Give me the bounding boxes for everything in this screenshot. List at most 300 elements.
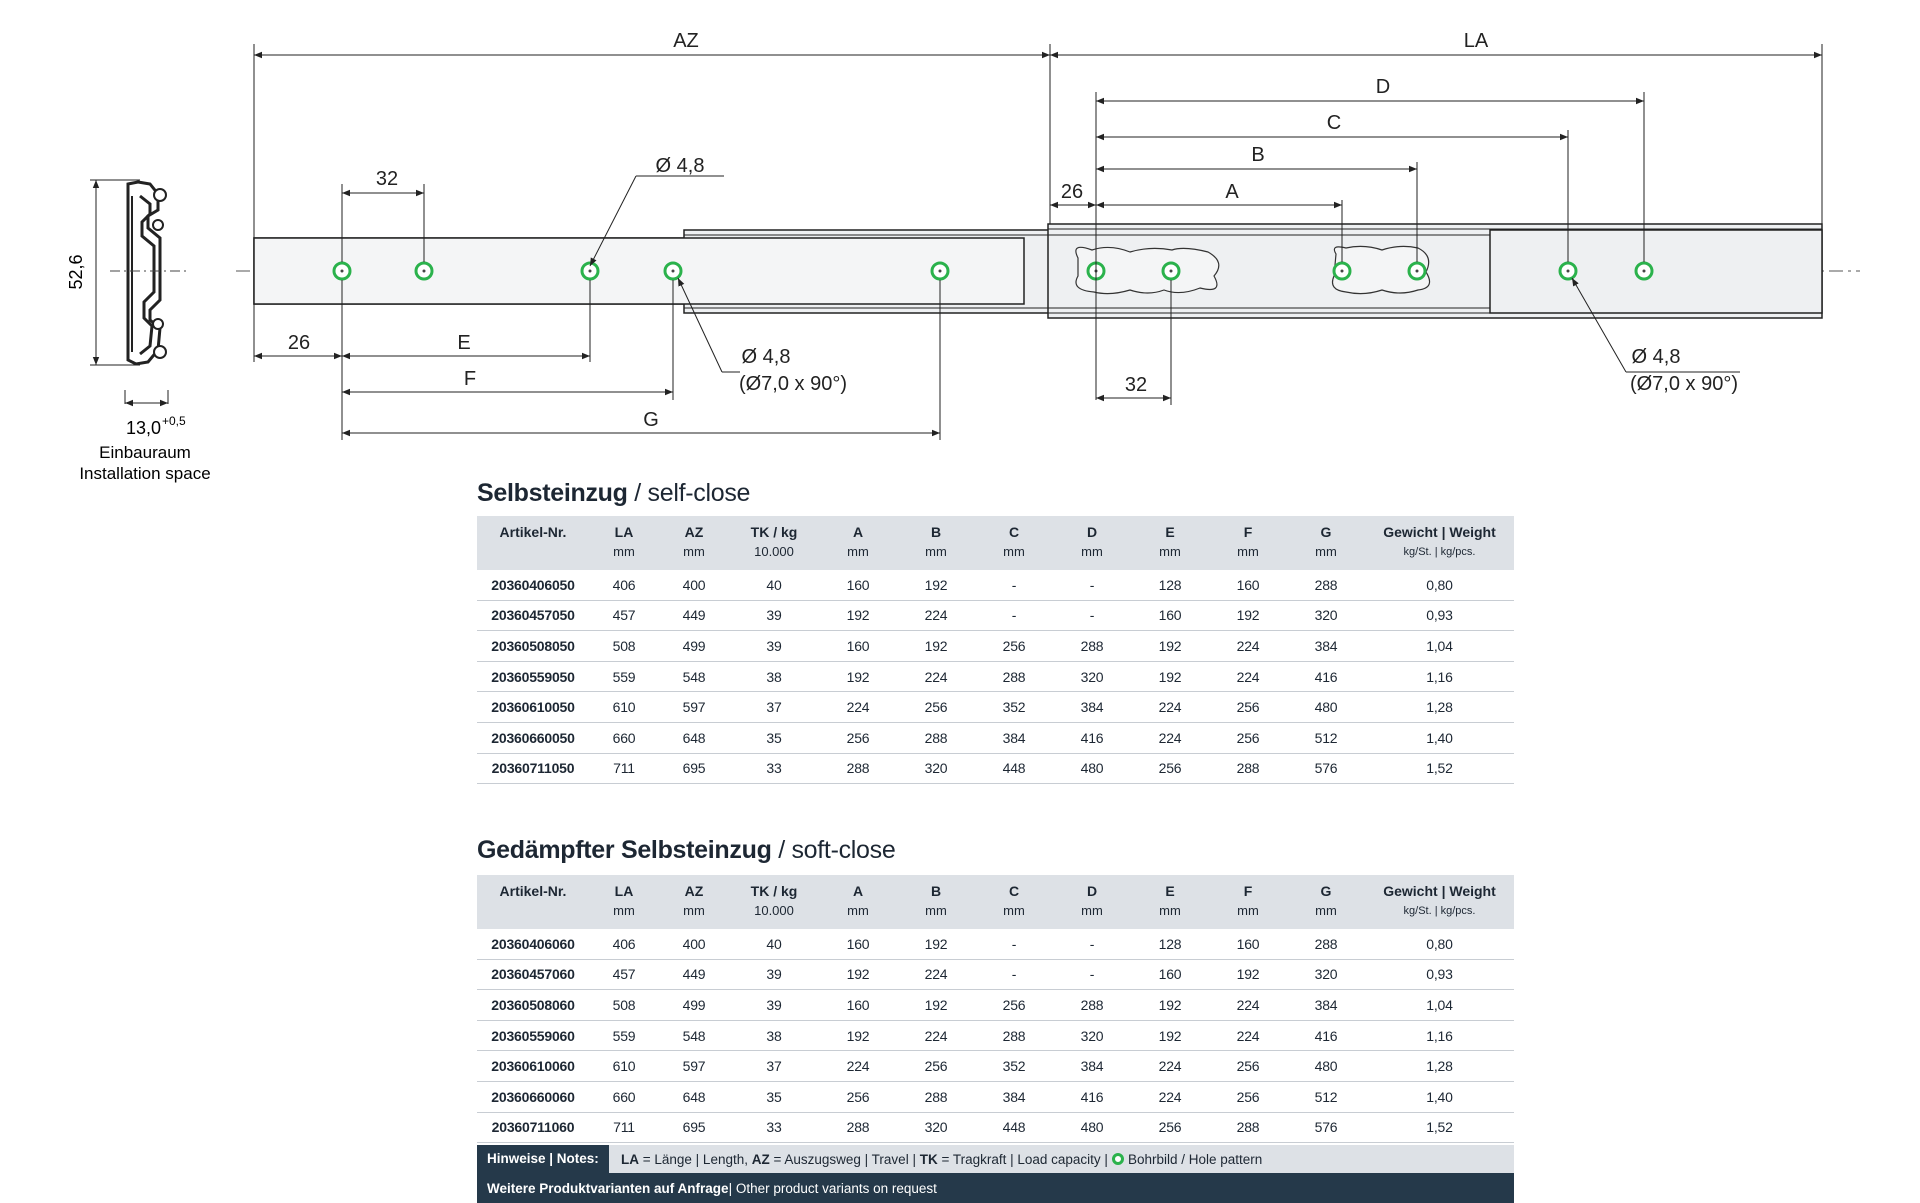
table-cell: 224: [897, 661, 975, 692]
table-cell: 508: [589, 631, 659, 662]
dim-32-bottom: 32: [1124, 374, 1148, 396]
table-cell: 352: [975, 1051, 1053, 1082]
table-cell: 192: [1131, 661, 1209, 692]
dim-d: D: [1375, 76, 1391, 98]
table-cell: 288: [1287, 570, 1365, 600]
table-cell: 610: [589, 1051, 659, 1082]
table-cell: 224: [819, 692, 897, 723]
column-header-label: TK / kg: [750, 883, 798, 899]
table-cell: 660: [589, 1081, 659, 1112]
table-cell: 35: [729, 1081, 819, 1112]
column-header-label: Gewicht | Weight: [1383, 524, 1496, 540]
technical-drawing: [0, 0, 1920, 483]
table-cell: 160: [1209, 570, 1287, 600]
table-cell: 256: [819, 722, 897, 753]
table-cell: 224: [897, 959, 975, 990]
table-cell: 128: [1131, 929, 1209, 959]
column-header-label: E: [1165, 883, 1175, 899]
table-cell: 192: [897, 631, 975, 662]
table-cell: 499: [659, 631, 729, 662]
column-header: [897, 516, 975, 570]
table-cell: 1,28: [1365, 1051, 1514, 1082]
column-header-label: TK / kg: [750, 524, 798, 540]
table-cell: -: [975, 929, 1053, 959]
table-cell: 384: [975, 722, 1053, 753]
table-cell: 160: [819, 570, 897, 600]
table-cell: 288: [1209, 753, 1287, 784]
column-header: [1365, 516, 1514, 570]
column-header-unit: mm: [1081, 544, 1103, 559]
table-cell: 320: [1287, 959, 1365, 990]
column-header-label: C: [1008, 524, 1020, 540]
soft-close-title: [477, 836, 895, 865]
dim-b: B: [1251, 144, 1265, 166]
column-header: [819, 875, 897, 929]
table-cell: 449: [659, 959, 729, 990]
table-cell: 288: [819, 753, 897, 784]
table-cell: 256: [1131, 1112, 1209, 1143]
table-cell: 695: [659, 1112, 729, 1143]
footer-bold: Weitere Produktvarianten auf Anfrage: [487, 1180, 729, 1196]
column-header-label: B: [930, 524, 942, 540]
table-cell: 37: [729, 1051, 819, 1082]
table-cell: 256: [1131, 753, 1209, 784]
width-label: 13,0: [126, 418, 162, 438]
table-cell: 39: [729, 990, 819, 1021]
table-cell: 512: [1287, 722, 1365, 753]
table-cell: 288: [1053, 990, 1131, 1021]
column-header-unit: mm: [1315, 544, 1337, 559]
table-cell: 38: [729, 661, 819, 692]
table-cell: 548: [659, 661, 729, 692]
table-cell: 1,40: [1365, 722, 1514, 753]
column-header-unit: mm: [683, 903, 705, 918]
table-cell: 33: [729, 1112, 819, 1143]
table-cell: 384: [1287, 990, 1365, 1021]
column-header: [729, 516, 819, 570]
note-tk-text: = Tragkraft | Load capacity |: [937, 1151, 1108, 1167]
table-cell: 192: [1209, 600, 1287, 631]
table-cell: 192: [1131, 631, 1209, 662]
column-header-label: E: [1165, 524, 1175, 540]
column-header-unit: kg/St. | kg/pcs.: [1403, 905, 1476, 917]
dim-a: A: [1225, 181, 1239, 203]
column-header: [659, 516, 729, 570]
table-cell: 1,52: [1365, 753, 1514, 784]
column-header-unit: mm: [1237, 903, 1259, 918]
column-header: [819, 516, 897, 570]
soft-close-title-sep: /: [771, 836, 792, 864]
table-cell: 224: [897, 600, 975, 631]
table-row: [477, 631, 1514, 662]
article-number-cell: 20360711050: [477, 753, 589, 784]
table-cell: 660: [589, 722, 659, 753]
table-row: [477, 722, 1514, 753]
table-cell: 695: [659, 753, 729, 784]
dim-f: F: [463, 368, 477, 390]
table-cell: 288: [975, 1020, 1053, 1051]
footer-bar: [477, 1173, 1514, 1203]
column-header: [589, 875, 659, 929]
table-cell: 39: [729, 959, 819, 990]
table-cell: 448: [975, 1112, 1053, 1143]
article-number-cell: 20360508050: [477, 631, 589, 662]
note-la-text: = Länge | Length,: [639, 1151, 752, 1167]
hole-label-top: Ø 4,8: [655, 155, 705, 177]
column-header-label: AZ: [684, 524, 704, 540]
table-cell: 192: [897, 929, 975, 959]
table-cell: 224: [1131, 1081, 1209, 1112]
note-az-key: AZ: [751, 1151, 770, 1167]
table-cell: 224: [1209, 990, 1287, 1021]
column-header-label: A: [852, 883, 864, 899]
column-header: [1053, 516, 1131, 570]
table-cell: 288: [819, 1112, 897, 1143]
column-header: [1053, 875, 1131, 929]
table-cell: 288: [897, 722, 975, 753]
table-cell: -: [1053, 959, 1131, 990]
column-header-label: AZ: [684, 883, 704, 899]
table-row: [477, 1112, 1514, 1143]
column-header-unit: mm: [613, 544, 635, 559]
hole-label-right-1: Ø 4,8: [1631, 346, 1681, 368]
self-close-title-sep: /: [627, 479, 648, 507]
table-cell: 160: [819, 631, 897, 662]
article-number-cell: 20360610060: [477, 1051, 589, 1082]
table-cell: 352: [975, 692, 1053, 723]
table-cell: 192: [1131, 990, 1209, 1021]
article-number-cell: 20360711060: [477, 1112, 589, 1143]
table-cell: 648: [659, 1081, 729, 1112]
dim-g: G: [643, 409, 659, 431]
column-header-label: LA: [614, 883, 634, 899]
column-header-label: Artikel-Nr.: [499, 524, 567, 540]
dim-26-top: 26: [1060, 181, 1084, 203]
column-header: [975, 516, 1053, 570]
column-header: [477, 516, 589, 570]
table-cell: 160: [1209, 929, 1287, 959]
self-close-title: [477, 479, 750, 508]
dim-26-bottom: 26: [287, 332, 311, 354]
note-la-key: LA: [621, 1151, 639, 1167]
table-cell: 256: [1209, 692, 1287, 723]
table-header-row: [477, 875, 1514, 929]
table-cell: 192: [819, 1020, 897, 1051]
column-header-label: Gewicht | Weight: [1383, 883, 1496, 899]
table-cell: 288: [1287, 929, 1365, 959]
dim-la: LA: [1463, 30, 1489, 52]
table-cell: 39: [729, 631, 819, 662]
table-cell: 224: [1131, 1051, 1209, 1082]
column-header-unit: mm: [847, 903, 869, 918]
table-cell: 576: [1287, 753, 1365, 784]
table-cell: 192: [819, 600, 897, 631]
article-number-cell: 20360610050: [477, 692, 589, 723]
table-cell: 224: [1131, 692, 1209, 723]
table-cell: 224: [819, 1051, 897, 1082]
table-cell: 33: [729, 753, 819, 784]
table-cell: 320: [897, 753, 975, 784]
table-cell: 160: [1131, 959, 1209, 990]
column-header-unit: mm: [1237, 544, 1259, 559]
table-cell: 288: [1053, 631, 1131, 662]
table-cell: 711: [589, 1112, 659, 1143]
table-cell: 416: [1287, 1020, 1365, 1051]
table-cell: 256: [1209, 1051, 1287, 1082]
table-row: [477, 1051, 1514, 1082]
column-header-unit: mm: [1003, 544, 1025, 559]
table-cell: 160: [819, 990, 897, 1021]
table-cell: 40: [729, 570, 819, 600]
table-cell: 711: [589, 753, 659, 784]
note-az-text: = Auszugsweg | Travel |: [769, 1151, 920, 1167]
table-cell: 224: [1209, 661, 1287, 692]
table-cell: -: [1053, 600, 1131, 631]
column-header: [897, 875, 975, 929]
table-cell: 480: [1287, 1051, 1365, 1082]
table-cell: 0,93: [1365, 600, 1514, 631]
column-header: [729, 875, 819, 929]
dim-c: C: [1326, 112, 1342, 134]
notes-label: Hinweise | Notes:: [477, 1145, 609, 1173]
column-header-unit: mm: [847, 544, 869, 559]
table-cell: 406: [589, 929, 659, 959]
table-row: [477, 1081, 1514, 1112]
column-header: [477, 875, 589, 929]
table-cell: 457: [589, 600, 659, 631]
table-cell: 224: [1131, 722, 1209, 753]
table-cell: 610: [589, 692, 659, 723]
table-cell: 1,04: [1365, 631, 1514, 662]
table-row: [477, 990, 1514, 1021]
soft-close-title-en: soft-close: [791, 836, 896, 864]
column-header-unit: mm: [1159, 544, 1181, 559]
table-cell: -: [975, 600, 1053, 631]
column-header-label: D: [1086, 524, 1098, 540]
column-header: [659, 875, 729, 929]
column-header-label: Artikel-Nr.: [499, 883, 567, 899]
article-number-cell: 20360406060: [477, 929, 589, 959]
column-header-label: G: [1320, 883, 1332, 899]
column-header-unit: mm: [925, 544, 947, 559]
column-header-unit: mm: [683, 544, 705, 559]
table-cell: 480: [1053, 753, 1131, 784]
table-cell: 448: [975, 753, 1053, 784]
notes-bar: [477, 1145, 1514, 1173]
column-header: [1365, 875, 1514, 929]
table-cell: 288: [975, 661, 1053, 692]
table-cell: 559: [589, 661, 659, 692]
table-cell: 192: [819, 959, 897, 990]
table-cell: 0,80: [1365, 929, 1514, 959]
table-cell: 449: [659, 600, 729, 631]
table-cell: 384: [1053, 1051, 1131, 1082]
table-row: [477, 1020, 1514, 1051]
column-header: [1209, 516, 1287, 570]
column-header-unit: mm: [1003, 903, 1025, 918]
column-header-unit: 10.000: [754, 544, 794, 559]
table-cell: 160: [1131, 600, 1209, 631]
table-cell: 192: [1209, 959, 1287, 990]
table-cell: 416: [1053, 1081, 1131, 1112]
table-cell: 37: [729, 692, 819, 723]
table-cell: 597: [659, 1051, 729, 1082]
notes-text: [609, 1152, 1262, 1167]
footer-text: | Other product variants on request: [728, 1180, 937, 1196]
article-number-cell: 20360406050: [477, 570, 589, 600]
soft-close-title-de: Gedämpfter Selbsteinzug: [477, 836, 772, 864]
article-number-cell: 20360508060: [477, 990, 589, 1021]
table-cell: 256: [819, 1081, 897, 1112]
column-header-unit: 10.000: [754, 903, 794, 918]
column-header-unit: mm: [613, 903, 635, 918]
table-cell: 1,52: [1365, 1112, 1514, 1143]
table-cell: 320: [897, 1112, 975, 1143]
table-cell: 416: [1053, 722, 1131, 753]
table-cell: 416: [1287, 661, 1365, 692]
table-cell: 128: [1131, 570, 1209, 600]
height-label: 52,6: [66, 254, 86, 290]
table-cell: 0,93: [1365, 959, 1514, 990]
table-cell: 256: [1209, 722, 1287, 753]
dim-32-top: 32: [375, 168, 399, 190]
article-number-cell: 20360660060: [477, 1081, 589, 1112]
self-close-table: [477, 516, 1514, 784]
table-row: [477, 661, 1514, 692]
table-cell: -: [975, 570, 1053, 600]
note-tk-key: TK: [919, 1151, 938, 1167]
column-header: [1287, 516, 1365, 570]
hole-pattern-icon: [1112, 1153, 1124, 1165]
column-header-unit: mm: [1315, 903, 1337, 918]
table-row: [477, 600, 1514, 631]
table-cell: 648: [659, 722, 729, 753]
column-header: [975, 875, 1053, 929]
column-header-unit: mm: [925, 903, 947, 918]
table-cell: 548: [659, 1020, 729, 1051]
table-cell: 1,16: [1365, 661, 1514, 692]
table-cell: 224: [1209, 1020, 1287, 1051]
column-header-unit: mm: [1081, 903, 1103, 918]
article-number-cell: 20360559060: [477, 1020, 589, 1051]
column-header-label: F: [1243, 524, 1253, 540]
column-header: [1209, 875, 1287, 929]
column-header-label: D: [1086, 883, 1098, 899]
dim-az: AZ: [673, 30, 699, 52]
table-cell: 256: [1209, 1081, 1287, 1112]
table-cell: 320: [1053, 661, 1131, 692]
table-cell: 480: [1053, 1112, 1131, 1143]
table-cell: 256: [975, 631, 1053, 662]
table-cell: 192: [897, 570, 975, 600]
column-header: [589, 516, 659, 570]
table-cell: 256: [975, 990, 1053, 1021]
article-number-cell: 20360559050: [477, 661, 589, 692]
article-number-cell: 20360457050: [477, 600, 589, 631]
table-cell: 384: [1287, 631, 1365, 662]
table-cell: 457: [589, 959, 659, 990]
table-cell: 400: [659, 929, 729, 959]
column-header-label: G: [1320, 524, 1332, 540]
table-cell: 400: [659, 570, 729, 600]
table-cell: 1,04: [1365, 990, 1514, 1021]
table-cell: 512: [1287, 1081, 1365, 1112]
column-header: [1287, 875, 1365, 929]
column-header-unit: mm: [1159, 903, 1181, 918]
table-row: [477, 753, 1514, 784]
table-header-row: [477, 516, 1514, 570]
table-row: [477, 929, 1514, 959]
table-cell: 1,40: [1365, 1081, 1514, 1112]
table-cell: 256: [897, 1051, 975, 1082]
space-label-de: Einbauraum: [99, 443, 191, 462]
column-header-label: A: [852, 524, 864, 540]
table-cell: 39: [729, 600, 819, 631]
table-cell: 192: [819, 661, 897, 692]
hole-label-mid-2: (Ø7,0 x 90°): [738, 373, 848, 395]
table-cell: 38: [729, 1020, 819, 1051]
article-number-cell: 20360457060: [477, 959, 589, 990]
column-header-unit: kg/St. | kg/pcs.: [1403, 546, 1476, 558]
table-cell: 480: [1287, 692, 1365, 723]
width-tolerance: +0,5: [162, 414, 186, 428]
table-cell: -: [975, 959, 1053, 990]
table-cell: -: [1053, 929, 1131, 959]
table-cell: 0,80: [1365, 570, 1514, 600]
table-cell: 1,16: [1365, 1020, 1514, 1051]
note-hole-text: Bohrbild / Hole pattern: [1127, 1151, 1263, 1167]
table-cell: 192: [1131, 1020, 1209, 1051]
column-header-label: LA: [614, 524, 634, 540]
table-cell: 597: [659, 692, 729, 723]
table-row: [477, 692, 1514, 723]
hole-label-right-2: (Ø7,0 x 90°): [1629, 373, 1739, 395]
table-cell: 576: [1287, 1112, 1365, 1143]
table-cell: 35: [729, 722, 819, 753]
table-cell: 224: [897, 1020, 975, 1051]
table-cell: 160: [819, 929, 897, 959]
self-close-title-de: Selbsteinzug: [477, 479, 628, 507]
column-header-label: C: [1008, 883, 1020, 899]
table-cell: 192: [897, 990, 975, 1021]
soft-close-table: [477, 875, 1514, 1143]
table-cell: 499: [659, 990, 729, 1021]
table-cell: 384: [1053, 692, 1131, 723]
table-cell: 40: [729, 929, 819, 959]
column-header-label: B: [930, 883, 942, 899]
table-cell: 384: [975, 1081, 1053, 1112]
column-header: [1131, 875, 1209, 929]
table-row: [477, 959, 1514, 990]
table-cell: 1,28: [1365, 692, 1514, 723]
table-cell: 559: [589, 1020, 659, 1051]
table-cell: 288: [897, 1081, 975, 1112]
hole-label-mid-1: Ø 4,8: [741, 346, 791, 368]
table-row: [477, 570, 1514, 600]
profile-cross-section: [66, 180, 211, 483]
table-cell: 224: [1209, 631, 1287, 662]
table-cell: -: [1053, 570, 1131, 600]
table-cell: 288: [1209, 1112, 1287, 1143]
article-number-cell: 20360660050: [477, 722, 589, 753]
table-cell: 320: [1287, 600, 1365, 631]
rail-side-view: [236, 224, 1860, 318]
table-cell: 406: [589, 570, 659, 600]
table-cell: 508: [589, 990, 659, 1021]
dim-e: E: [457, 332, 471, 354]
table-cell: 320: [1053, 1020, 1131, 1051]
self-close-title-en: self-close: [647, 479, 751, 507]
